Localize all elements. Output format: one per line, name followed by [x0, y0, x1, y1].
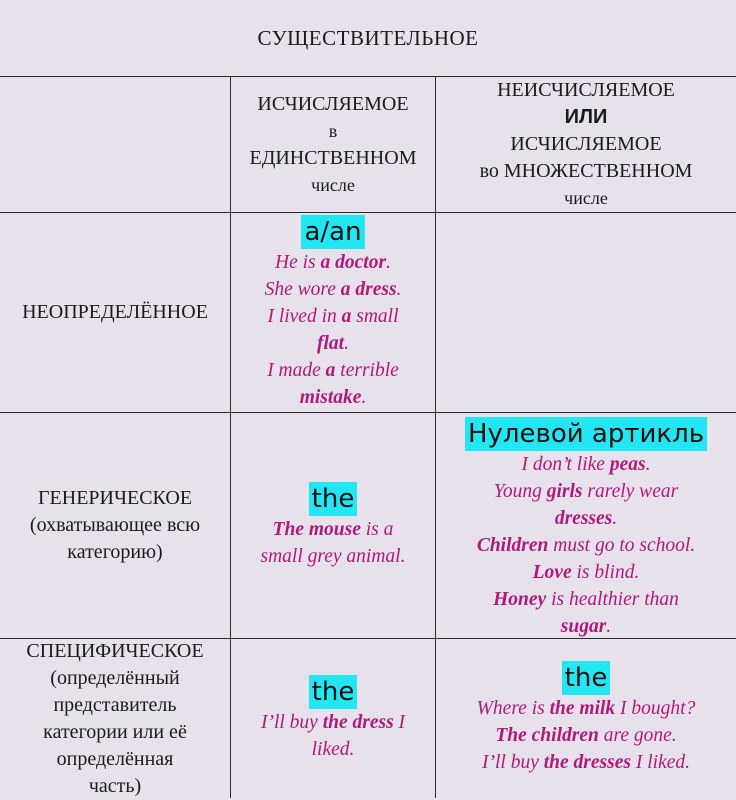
row-label: определённая: [56, 747, 174, 770]
article-badge: a/an: [301, 215, 364, 249]
row-label-indefinite: [0, 213, 230, 412]
article-badge: the: [562, 661, 611, 695]
row-label-specific: [0, 639, 230, 798]
example-sentence: mistake.: [299, 386, 367, 408]
header-line: числе: [311, 174, 355, 195]
example-sentence: liked.: [311, 738, 355, 760]
article-badge: the: [309, 482, 358, 516]
example-sentence: I lived in a small: [267, 305, 399, 327]
example-sentence: I’ll buy the dresses I liked.: [482, 752, 690, 773]
cell-generic-countable: [231, 413, 435, 638]
cell-specific-countable: [231, 639, 435, 798]
header-uncountable-plural: [436, 77, 736, 212]
header-line: в: [328, 120, 338, 141]
example-sentence: She wore a dress.: [264, 278, 402, 300]
example-sentence: The children are gone.: [495, 725, 677, 746]
header-countable-singular: [231, 77, 435, 212]
example-sentence: small grey animal.: [260, 545, 406, 567]
row-label: (охватывающее всю: [29, 514, 201, 536]
row-label: НЕОПРЕДЕЛЁННОЕ: [22, 301, 208, 323]
example-sentence: Where is the milk I bought?: [476, 698, 696, 719]
cell-indefinite-uncountable: [436, 213, 736, 412]
header-line: НЕИСЧИСЛЯЕМОЕ: [497, 79, 675, 101]
article-badge: Нулевой артикль: [465, 417, 707, 451]
row-label: часть): [88, 774, 142, 797]
example-sentence: He is a doctor.: [275, 251, 391, 273]
cell-specific-uncountable: [436, 639, 736, 798]
header-line: во МНОЖЕСТВЕННОМ: [479, 160, 693, 182]
example-sentence: Honey is healthier than: [493, 589, 679, 610]
example-sentence: I made a terrible: [267, 359, 399, 381]
header-line: ИСЧИСЛЯЕМОЕ: [510, 133, 662, 155]
header-line: ИСЧИСЛЯЕМОЕ: [257, 92, 409, 115]
example-sentence: Young girls rarely wear: [493, 481, 679, 502]
row-label: представитель: [53, 693, 177, 716]
example-sentence: I’ll buy the dress I: [260, 711, 406, 733]
example-sentence: dresses.: [554, 508, 618, 529]
example-sentence: Love is blind.: [532, 562, 640, 583]
page-title: СУЩЕСТВИТЕЛЬНОЕ: [257, 25, 479, 50]
header-line: ИЛИ: [564, 106, 608, 128]
row-label-generic: [0, 413, 230, 638]
example-sentence: flat.: [317, 332, 349, 354]
example-sentence: Children must go to school.: [476, 535, 696, 556]
header-line: числе: [564, 188, 608, 208]
example-sentence: The mouse is a: [272, 518, 394, 540]
row-label: (определённый: [50, 666, 180, 689]
row-label: СПЕЦИФИЧЕСКОЕ: [26, 639, 204, 662]
header-line: ЕДИНСТВЕННОМ: [249, 146, 417, 169]
example-sentence: sugar.: [560, 616, 612, 637]
example-sentence: I don’t like peas.: [521, 454, 651, 475]
article-badge: the: [309, 675, 358, 709]
row-label: ГЕНЕРИЧЕСКОЕ: [37, 487, 193, 509]
row-label: категорию): [67, 541, 163, 563]
cell-indefinite-countable: [231, 213, 435, 412]
cell-generic-uncountable: [436, 413, 736, 638]
row-label: категории или её: [43, 720, 187, 743]
